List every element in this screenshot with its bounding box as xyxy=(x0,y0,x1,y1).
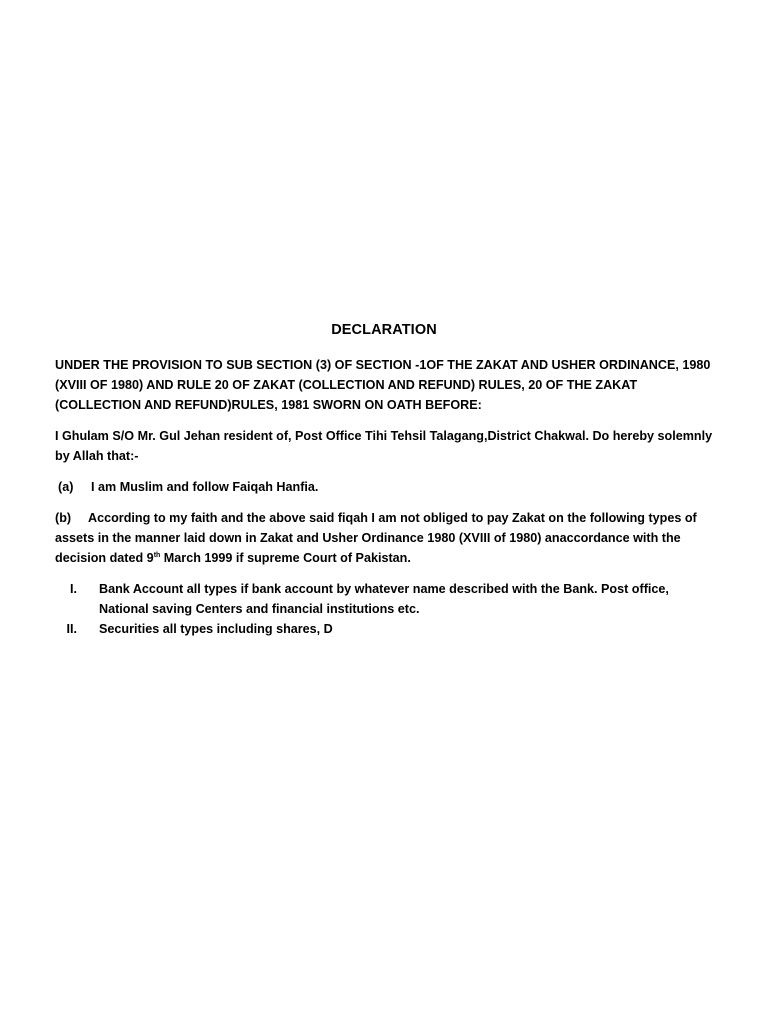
clause-a-text: I am Muslim and follow Faiqah Hanfia. xyxy=(91,480,319,494)
asset-list xyxy=(55,579,720,639)
document-title: DECLARATION xyxy=(331,322,437,338)
clause-b-marker: (b) xyxy=(55,511,72,525)
list-item-marker: I. xyxy=(70,582,77,596)
provision-paragraph: UNDER THE PROVISION TO SUB SECTION (3) OF SECTION -1OF THE ZAKAT AND USHER ORDINANCE, 1980 (XVIII OF 1980) AND RULE 20 OF ZAKAT (COLLECTION AND REFUND) RULES, 20 OF THE ZAKAT (COLLECTION AND REFUND)RULES, 1981 SWORN ON OATH BEFORE: xyxy=(55,358,711,412)
clause-b-text-end: March 1999 if supreme Court of Pakistan. xyxy=(160,551,411,565)
clause-b-ordinal-suffix: th xyxy=(153,551,161,559)
clause-a xyxy=(55,477,720,497)
clause-b-text-start: According to my faith and the above said fiqah I am not obliged to pay Zakat on the following types of assets in the manner laid down in Zakat and Usher Ordinance 1980 (XVIII of 1980) anaccordance with the decision dated 9 xyxy=(55,511,697,565)
list-item-marker: II. xyxy=(66,622,77,636)
clause-b xyxy=(55,508,720,568)
list-item-text: Securities all types including shares, D xyxy=(99,622,333,636)
list-item xyxy=(55,619,720,639)
list-item-text: Bank Account all types if bank account by whatever name described with the Bank. Post office, National saving Centers and financial institutions etc. xyxy=(99,582,669,616)
list-item xyxy=(55,579,720,619)
clause-a-marker: (a) xyxy=(58,480,74,494)
intro-paragraph: I Ghulam S/O Mr. Gul Jehan resident of, Post Office Tihi Tehsil Talagang,District Chakwal. Do hereby solemnly by Allah that:- xyxy=(55,429,713,463)
